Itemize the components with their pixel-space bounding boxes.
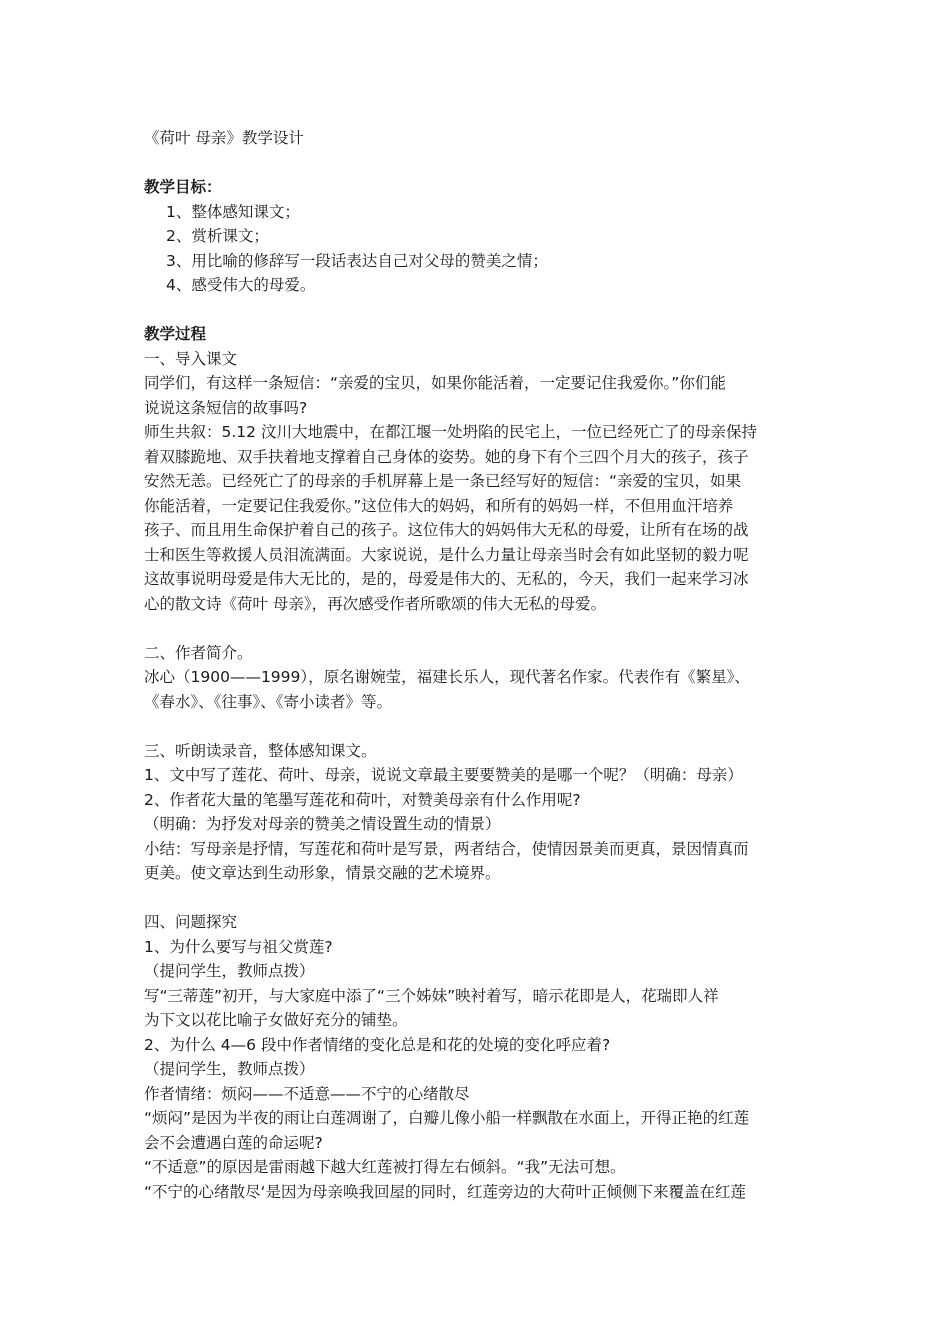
paragraph-line: 心的散文诗《荷叶 母亲》，再次感受作者所歌颂的伟大无私的母爱。 [144,594,607,613]
paragraph-line: 士和医生等救援人员泪流满面。大家说说，是什么力量让母亲当时会有如此坚韧的毅力呢 [144,545,749,564]
document-title: 《荷叶 母亲》教学设计 [144,129,304,147]
spacer [144,886,814,911]
goal-item: 3、用比喻的修辞写一段话表达自己对父母的赞美之情； [166,251,548,270]
paragraph-line: 作者情绪：烦闷——不适意——不宁的心绪散尽 [144,1084,470,1103]
paragraph-line: 会不会遭遇白莲的命运呢? [144,1133,323,1152]
paragraph-line: 孩子、而且用生命保护着自己的孩子。这位伟大的妈妈伟大无私的母爱，让所有在场的战 [144,521,749,539]
spacer [144,298,814,323]
goals-heading: 教学目标： [144,178,222,196]
paragraph-line: 2、为什么 4—6 段中作者情绪的变化总是和花的处境的变化呼应着? [144,1035,611,1054]
paragraph-line: 这故事说明母爱是伟大无比的，是的，母爱是伟大的、无私的，今天，我们一起来学习冰 [144,570,749,588]
spacer [144,714,814,739]
spacer [144,151,814,176]
paragraph-line: 1、为什么要写与祖父赏莲? [144,937,333,956]
paragraph-line: 更美。使文章达到生动形象，情景交融的艺术境界。 [144,864,501,882]
paragraph-line: 你能活着，一定要记住我爱你。”这位伟大的妈妈，和所有的妈妈一样，不但用血汗培养 [144,496,734,515]
section-heading: 二、作者简介。 [144,643,253,662]
spacer [144,616,814,641]
paragraph-line: 同学们，有这样一条短信：“亲爱的宝贝，如果你能活着，一定要记住我爱你。”你们能 [144,374,726,392]
document-body [144,126,814,1204]
paragraph-line: 冰心（1900——1999），原名谢婉莹，福建长乐人，现代著名作家。代表作有《繁星》、 [144,668,750,686]
paragraph-line: 为下文以花比喻子女做好充分的铺垫。 [144,1011,408,1029]
paragraph-line: （提问学生，教师点拨） [144,1060,315,1078]
paragraph-line: （明确：为抒发对母亲的赞美之情设置生动的情景） [144,815,501,833]
paragraph-line: 说说这条短信的故事吗? [144,398,308,417]
process-heading: 教学过程 [144,325,207,343]
section-heading: 一、导入课文 [144,349,238,368]
paragraph-line: “不适意”的原因是雷雨越下越大红莲被打得左右倾斜。“我”无法可想。 [144,1158,626,1176]
section-heading: 三、听朗读录音，整体感知课文。 [144,741,377,760]
paragraph-line: 写“三蒂莲”初开，与大家庭中添了“三个姊妹”映衬着写，暗示花即是人，花瑞即人祥 [144,986,719,1005]
paragraph-line: 师生共叙：5.12 汶川大地震中，在都江堰一处坍陷的民宅上，一位已经死亡了的母亲保持 [144,423,757,441]
paragraph-line: 小结：写母亲是抒情，写莲花和荷叶是写景，两者结合，使情因景美而更真，景因情真而 [144,839,749,858]
goal-item: 4、感受伟大的母爱。 [166,276,316,294]
paragraph-line: 2、作者花大量的笔墨写莲花和荷叶，对赞美母亲有什么作用呢? [144,790,581,809]
section-heading: 四、问题探究 [144,913,238,931]
paragraph-line: 1、文中写了莲花、荷叶、母亲，说说文章最主要要赞美的是哪一个呢？（明确：母亲） [144,766,743,784]
goal-item: 2、赏析课文； [166,227,269,245]
paragraph-line: “不宁的心绪散尽‘是因为母亲唤我回屋的同时，红莲旁边的大荷叶正倾侧下来覆盖在红莲 [144,1182,746,1201]
paragraph-line: 《春水》、《往事》、《寄小读者》等。 [144,692,393,711]
paragraph-line: 安然无恙。已经死亡了的母亲的手机屏幕上是一条已经写好的短信：“亲爱的宝贝，如果 [144,472,742,490]
paragraph-line: “烦闷”是因为半夜的雨让白莲凋谢了，白瓣儿像小船一样飘散在水面上，开得正艳的红莲 [144,1109,750,1127]
paragraph-line: 着双膝跪地、双手扶着地支撑着自己身体的姿势。她的身下有个三四个月大的孩子，孩子 [144,447,749,466]
goal-item: 1、整体感知课文； [166,202,300,221]
paragraph-line: （提问学生，教师点拨） [144,962,315,980]
